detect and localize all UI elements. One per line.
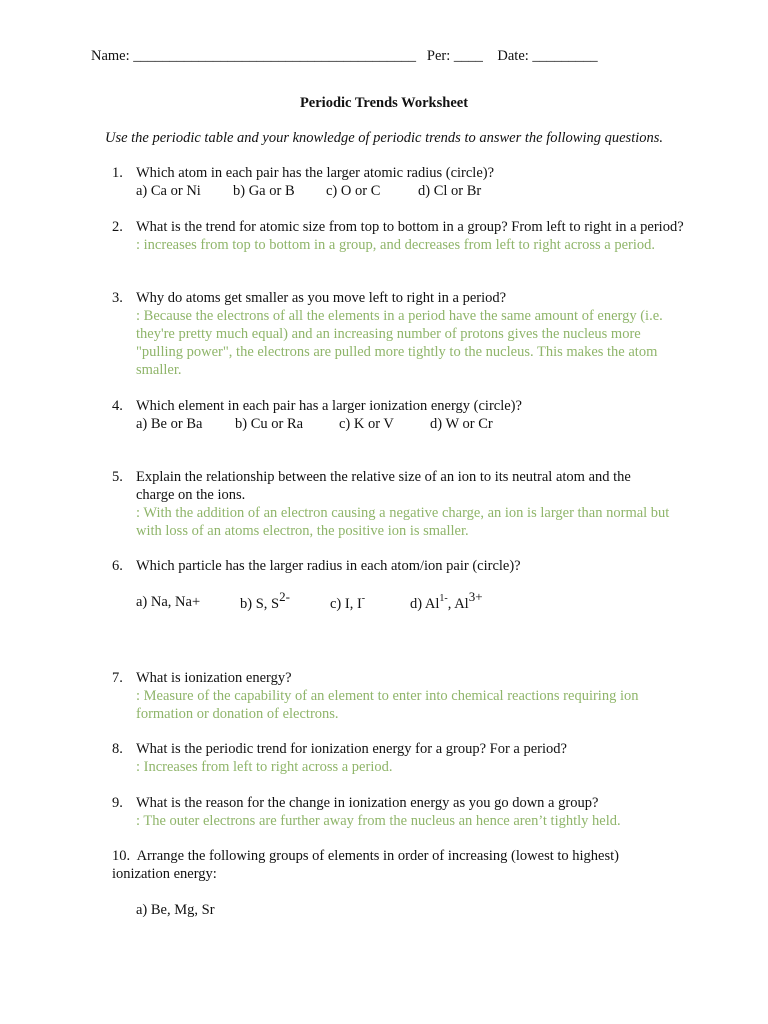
date-blank: _________ [532,48,598,64]
choice-d: d) $Al^{1-}$, $Al^{3+}$ [410,589,483,612]
question-number: 8. [112,741,123,757]
instructions: Use the periodic table and your knowledge of periodic trends to answer the following questions. [104,130,664,146]
choice-b: b) S, $S^{2-}$ [240,589,290,612]
answer-text: : Because the electrons of all the elements in a period have the same amount of energy (i.e. they're pretty much equal) and an increasing number of protons gives the nucleus more "pulling power", the electrons are pulled more tightly to the nucleus. This makes the atom smaller. [136,308,663,378]
question-number: 5. [112,469,123,485]
choice-b: b) Cu or Ra [235,416,304,432]
choice-c: c) K or V [339,416,394,432]
choice-c: c) O or C [326,183,381,199]
question-number: 2. [112,219,123,235]
question-text: What is the trend for atomic size from top to bottom in a group? From left to right in a period? [136,219,684,235]
choice-a: a) Ca or Ni [136,183,201,199]
answer-text: : increases from top to bottom in a group, and decreases from left to right across a period. [136,237,656,253]
name-label: Name: [91,48,130,64]
per-label: Per: [426,48,451,64]
choice-row [136,182,692,200]
question-number: 10. [112,848,131,864]
date-label: Date: [497,48,529,64]
question-4 [112,397,692,433]
choice-row [136,415,692,433]
question-number: 1. [112,165,123,181]
answer-text: : With the addition of an electron causing a negative charge, an ion is larger than normal but with loss of an atoms electron, the positive ion is smaller. [136,505,670,539]
question-number: 7. [112,670,123,686]
choice-row [136,589,692,617]
question-6 [112,557,692,617]
choice-a: a) Be or Ba [136,416,203,432]
choice-c: c) I, I- [330,593,366,612]
question-text: Explain the relationship between the relative size of an ion to its neutral atom and the charge on the ions. [136,469,631,503]
question-number: 6. [112,558,123,574]
choice-a: a) Be, Mg, Sr [136,902,215,918]
question-text: Which atom in each pair has the larger atomic radius (circle)? [136,165,495,181]
question-text: Arrange the following groups of elements in order of increasing (lowest to highest) ionization energy: [112,848,619,882]
question-text: What is the reason for the change in ionization energy as you go down a group? [136,795,599,811]
answer-text: : Measure of the capability of an element to enter into chemical reactions requiring ion formation or donation of electrons. [136,688,639,722]
question-7 [112,669,692,723]
question-number: 3. [112,290,123,306]
choice-a: a) Na, Na+ [136,594,201,610]
question-text: Why do atoms get smaller as you move left to right in a period? [136,290,507,306]
answer-text: : Increases from left to right across a period. [136,759,393,775]
answer-text: : The outer electrons are further away from the nucleus an hence aren’t tightly held. [136,813,621,829]
question-2 [112,218,692,254]
per-blank: ____ [453,48,483,64]
question-9 [112,794,692,830]
question-text: Which element in each pair has a larger ionization energy (circle)? [136,398,522,414]
page-title: Periodic Trends Worksheet [299,95,469,111]
choice-d: d) Cl or Br [418,183,482,199]
choice-d: d) W or Cr [430,416,493,432]
question-number: 9. [112,795,123,811]
choice-b: b) Ga or B [233,183,295,199]
question-5 [112,468,692,540]
name-blank: _______________________________________ [133,48,417,64]
question-10 [112,847,692,919]
question-3 [112,289,692,379]
header-line [91,47,598,65]
question-number: 4. [112,398,123,414]
question-text: What is the periodic trend for ionization energy for a group? For a period? [136,741,567,757]
question-text: Which particle has the larger radius in each atom/ion pair (circle)? [136,558,521,574]
question-8 [112,740,692,776]
question-text: What is ionization energy? [136,670,292,686]
question-1 [112,164,692,200]
